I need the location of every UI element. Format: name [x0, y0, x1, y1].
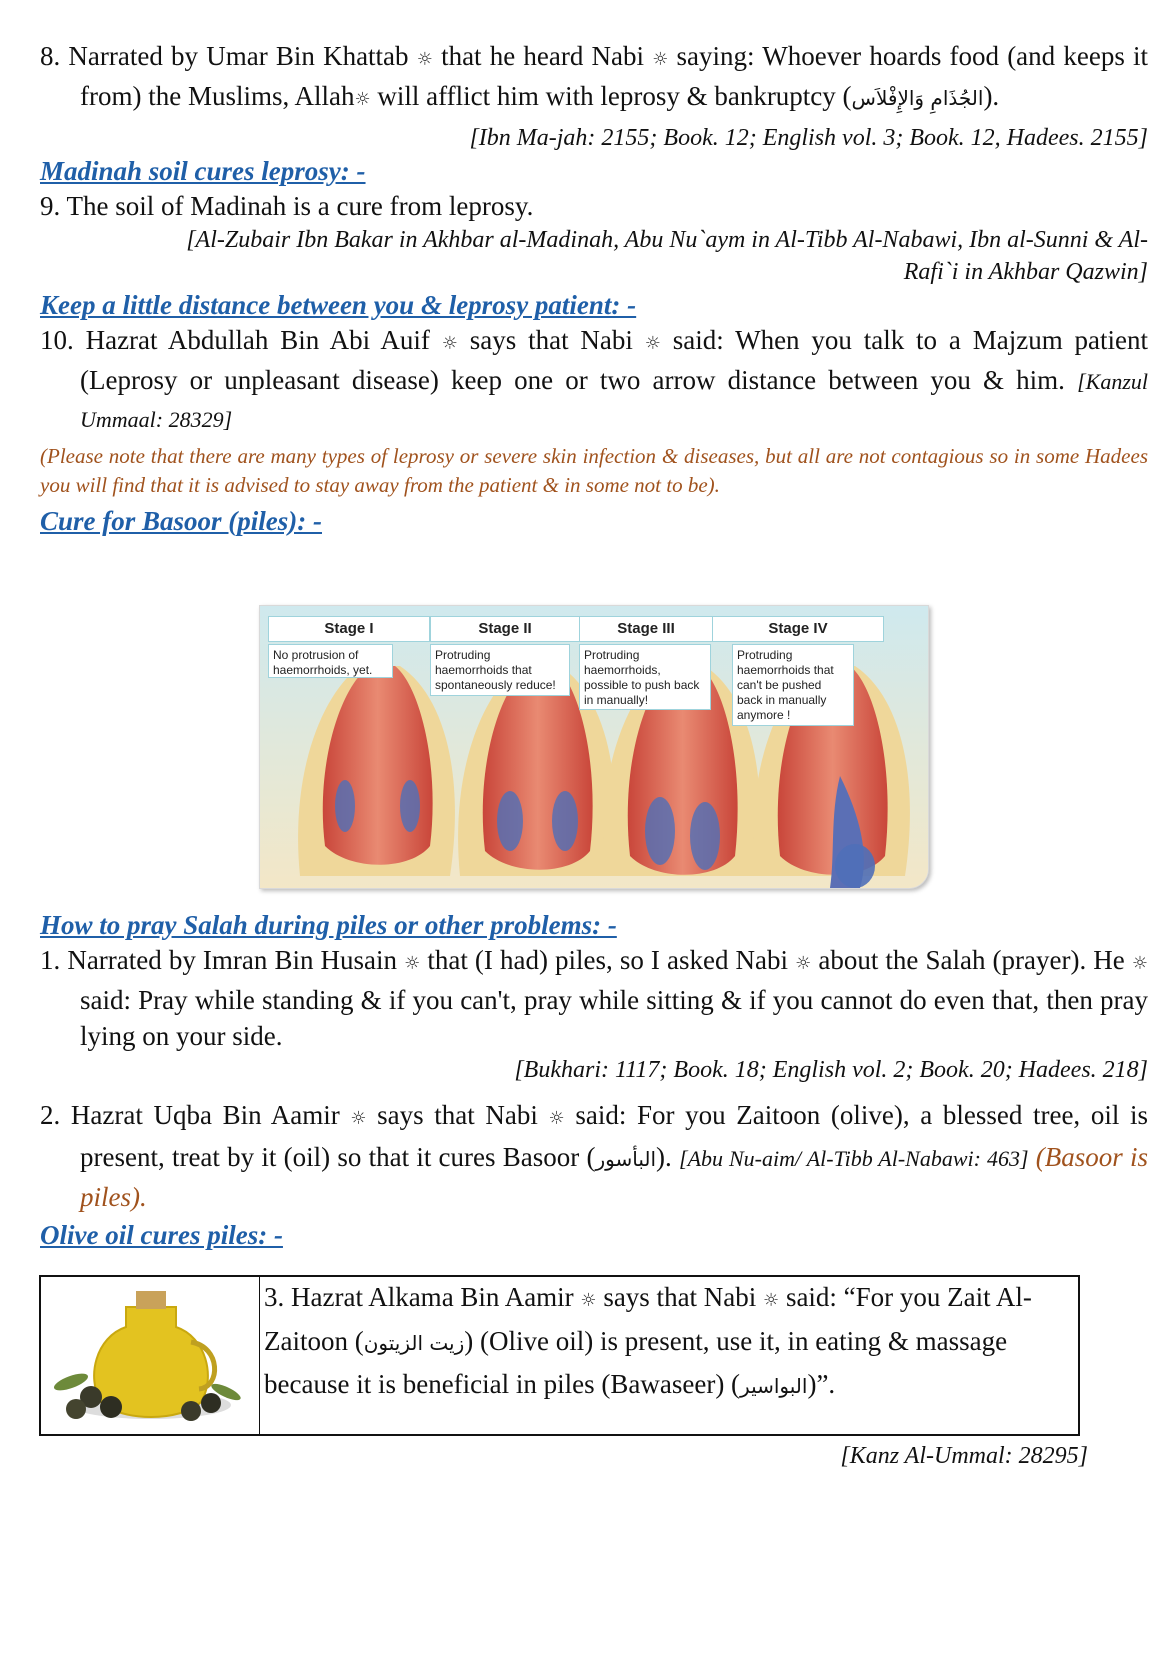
stage-2-title: Stage II	[430, 616, 580, 642]
hadith-text: ).	[983, 81, 1000, 111]
hadith-text: said: For you Zaitoon (olive), a blessed tree, oil is present, treat by it (oil) so that it cures Basoor (	[80, 1100, 1148, 1172]
hadith-text: says that Nabi	[469, 325, 633, 355]
section-heading: Keep a little distance between you & leprosy patient: -	[40, 290, 637, 320]
honorific-saw-icon: ☼	[795, 953, 812, 974]
hadith-text: said: Pray while standing & if you can't, pray while sitting & if you cannot do even that, then pray lying on your side.	[80, 985, 1148, 1051]
honorific-saw-icon: ☼	[1131, 953, 1148, 974]
hadith-text: says that Nabi	[603, 1282, 757, 1312]
hadith-text: ).	[656, 1142, 672, 1172]
page-content-lower	[40, 908, 1148, 1252]
reference: [Bukhari: 1117; Book. 18; English vol. 2; Book. 20; Hadees. 218]	[514, 1057, 1148, 1083]
olive-oil-box	[39, 1275, 1080, 1436]
stage-1-title: Stage I	[268, 616, 430, 642]
olive-oil-jar-icon	[41, 1277, 259, 1434]
reference: [Kanzul Ummaal: 28329]	[80, 369, 1148, 432]
olive-oil-image	[41, 1277, 260, 1434]
arabic-term: الجُذَامِ وَالإِفْلاَس	[851, 86, 984, 110]
page-content	[40, 38, 1148, 538]
olive-hadith-3	[264, 1277, 1076, 1407]
section-heading: Cure for Basoor (piles): -	[40, 506, 322, 536]
hadith-text: about the Salah (prayer). He	[818, 945, 1125, 975]
hadith-text: said: When you talk to a Majzum patient (Leprosy or unpleasant disease) keep one or two arrow distance between you & him.	[80, 325, 1149, 395]
hadith-text: said: “For you Zait Al-Zaitoon (	[264, 1282, 1032, 1356]
honorific-ra-icon: ☼	[350, 1108, 367, 1129]
arabic-term: البواسير	[740, 1374, 808, 1398]
hadith-text: ) (Olive oil) is present, use it, in eating & massage because it is beneficial in piles (Bawaseer) (	[264, 1326, 1008, 1399]
salah-hadith-2	[40, 1096, 1148, 1216]
reference: [Ibn Ma-jah: 2155; Book. 12; English vol. 3; Book. 12, Hadees. 2155]	[469, 125, 1148, 151]
haemorrhoid-stages-figure	[259, 605, 929, 889]
hadith-text: 2. Hazrat Uqba Bin Aamir	[40, 1100, 340, 1130]
stage-2-description: Protruding haemorrhoids that spontaneously reduce!	[430, 644, 570, 696]
honorific-saw-icon: ☼	[763, 1290, 780, 1311]
hadith-text: )”.	[807, 1369, 836, 1399]
reference: [Abu Nu-aim/ Al-Tibb Al-Nabawi: 463]	[679, 1146, 1029, 1171]
hadith-8	[40, 38, 1148, 118]
note: (Please note that there are many types of leprosy or severe skin infection & diseases, but all are not contagious so in some Hadees you will find that it is advised to stay away from the patient & in some not to be).	[40, 444, 1148, 497]
hadith-text: 1. Narrated by Imran Bin Husain	[40, 945, 398, 975]
hadith-text: 10. Hazrat Abdullah Bin Abi Auif	[40, 325, 430, 355]
stage-1-description: No protrusion of haemorrhoids, yet.	[268, 644, 393, 678]
hadith-text: that (I had) piles, so I asked Nabi	[427, 945, 789, 975]
hadith-text: 3. Hazrat Alkama Bin Aamir	[264, 1282, 574, 1312]
note: (Basoor is piles).	[80, 1142, 1149, 1212]
honorific-saw-icon: ☼	[652, 49, 669, 70]
hadith-text: that he heard Nabi	[441, 41, 645, 71]
reference: [Al-Zubair Ibn Bakar in Akhbar al-Madinah, Abu Nu`aym in Al-Tibb Al-Nabawi, Ibn al-Sunni & Al-Rafi`i in Akhbar Qazwin]	[186, 227, 1148, 285]
honorific-saw-icon: ☼	[548, 1108, 565, 1129]
honorific-saw-icon: ☼	[644, 333, 661, 354]
hadith-text: will afflict him with leprosy & bankruptcy (	[377, 81, 852, 111]
section-heading: How to pray Salah during piles or other problems: -	[40, 910, 617, 940]
hadith-text: 8. Narrated by Umar Bin Khattab	[40, 41, 409, 71]
arabic-term: البأسور	[595, 1147, 657, 1171]
stage-4-title: Stage IV	[712, 616, 884, 642]
arabic-term: زيت الزيتون	[363, 1331, 465, 1355]
hadith-text: says that Nabi	[377, 1100, 538, 1130]
honorific-ra-icon: ☼	[404, 953, 421, 974]
reference: [Kanz Al-Ummal: 28295]	[840, 1443, 1088, 1469]
stage-3-description: Protruding haemorrhoids, possible to push back in manually!	[579, 644, 711, 710]
honorific-ra-icon: ☼	[416, 49, 433, 70]
hadith-9: 9. The soil of Madinah is a cure from leprosy.	[40, 191, 534, 221]
honorific-swt-icon: ☼	[354, 89, 371, 110]
hadith-text: saying: Whoever hoards food (and keeps it from) the Muslims, Allah	[80, 41, 1149, 111]
stage-3-title: Stage III	[579, 616, 713, 642]
honorific-ra-icon: ☼	[580, 1290, 597, 1311]
section-heading: Madinah soil cures leprosy: -	[40, 156, 366, 186]
stage-4-description: Protruding haemorrhoids that can't be pushed back in manually anymore !	[732, 644, 854, 726]
salah-hadith-1	[40, 942, 1148, 1054]
honorific-ra-icon: ☼	[441, 333, 458, 354]
hadith-10	[40, 322, 1148, 438]
section-heading: Olive oil cures piles: -	[40, 1220, 283, 1250]
